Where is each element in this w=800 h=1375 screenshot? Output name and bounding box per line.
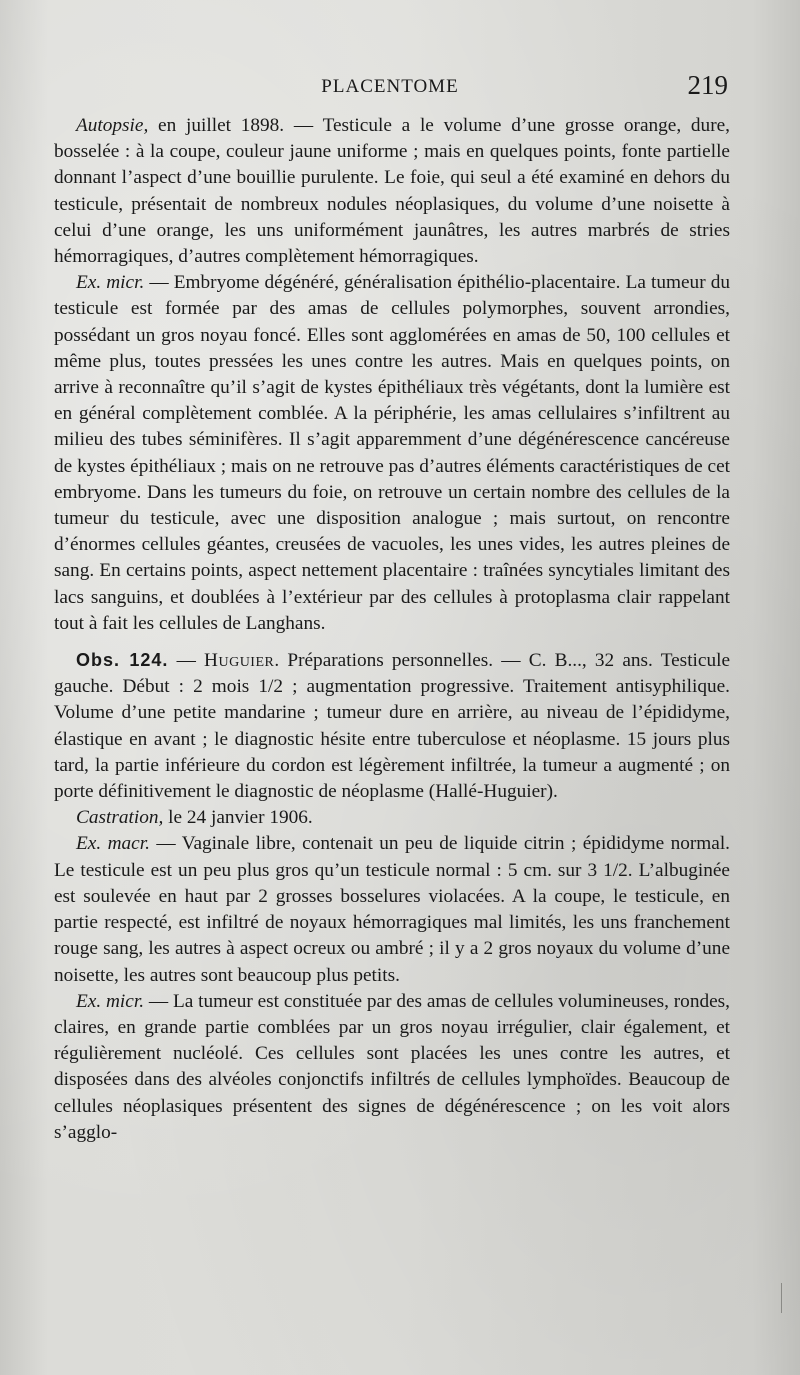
paragraph-lead: Autopsie, bbox=[76, 115, 149, 136]
paragraph-ex-micr-2 bbox=[54, 989, 730, 1146]
paragraph-lead: Ex. micr. bbox=[76, 272, 145, 294]
paragraph-lead: Ex. micr. bbox=[76, 990, 145, 1012]
paragraph-ex-micr-1 bbox=[54, 270, 730, 637]
paragraph-autopsie bbox=[54, 113, 730, 270]
paragraph-castration bbox=[54, 805, 730, 831]
page-number: 219 bbox=[687, 70, 728, 100]
paragraph-text: — Vaginale libre, contenait un peu de liquide citrin ; épididyme normal. Le testicule est un peu plus gros qu’un testicule normal : 5 cm. sur 3 1/2. L’albuginée est soulevée en haut par 2 grosses bosselures violacées. A la coupe, le testicule, en partie respecté, est infiltré de noyaux hémorragiques mal limités, les uns franchement rouge sang, les autres à aspect ocreux ou ambré ; il y a 2 gros noyaux du volume d’une noisette, les autres sont beaucoup plus petits. bbox=[54, 833, 730, 986]
paragraph-observation-124 bbox=[54, 647, 730, 805]
observation-dash: — bbox=[168, 650, 205, 672]
paragraph-ex-macr bbox=[54, 831, 730, 988]
running-head bbox=[0, 72, 800, 102]
paragraph-text: en juillet 1898. — Testicule a le volume d’une grosse orange, dure, bosselée : à la coupe, couleur jaune uniforme ; mais en quelques points, fonte partielle donnant l’aspect d’une bouillie purulente. Le foie, qui seul a été examiné en dehors du testicule, présentait de nombreux nodules néoplasiques, du volume d’une noisette à celui d’une orange, les uns uniformément jaunâtres, les autres marbrés de stries hémorragiques, d’autres complètement hémorragiques. bbox=[54, 115, 730, 268]
running-title: PLACENTOME bbox=[321, 76, 459, 97]
observation-label: Obs. 124. bbox=[76, 650, 169, 671]
paragraph-text: . Préparations personnelles. — C. B..., 32 ans. Testicule gauche. Début : 2 mois 1/2 ; augmentation progressive. Traitement antisyphilique. Volume d’une petite mandarine ; tumeur dure en arrière, au niveau de l’épididyme, élastique en avant ; le diagnostic hésite entre tuberculose et néoplasme. 15 jours plus tard, la partie inférieure du cordon est légèrement infiltrée, la tumeur a augmenté ; on porte définitivement le diagnostic de néoplasme (Hallé-Huguier). bbox=[54, 650, 731, 803]
paragraph-lead: Castration, bbox=[76, 807, 164, 829]
paragraph-lead: Ex. macr. bbox=[76, 833, 150, 855]
paragraph-text: le 24 janvier 1906. bbox=[163, 807, 313, 829]
paragraph-text: — Embryome dégénéré, généralisation épithélio-placentaire. La tumeur du testicule est formée par des amas de cellules polymorphes, souvent arrondies, possédant un gros noyau foncé. Elles sont agglomérées en amas de 50, 100 cellules et même plus, toutes pressées les unes contre les autres. Mais en quelques points, on arrive à reconnaître qu’il s’agit de kystes épithéliaux très végétants, dont la lumière est en général complètement comblée. A la périphérie, les amas cellulaires s’infiltrent au milieu des tubes séminifères. Il s’agit apparemment d’une dégénérescence cancéreuse de kystes épithéliaux ; mais on ne retrouve pas d’autres éléments caractéristiques de cet embryome. Dans les tumeurs du foie, on retrouve un certain nombre des cellules de la tumeur du testicule, avec une disposition analogue ; mais surtout, on rencontre d’énormes cellules géantes, creusées de vacuoles, les unes vides, les autres pleines de sang. En certains points, aspect nettement placentaire : traînées syncytiales limitant des lacs sanguins, et doublées à l’extérieur par des cellules à protoplasma clair rappelant tout à fait les cellules de Langhans. bbox=[54, 272, 730, 634]
page-edge-mark bbox=[781, 1283, 782, 1313]
paragraph-text: — La tumeur est constituée par des amas de cellules volumineuses, rondes, claires, en grande partie comblées par un gros noyau irrégulier, clair également, et régulièrement nucléolé. Ces cellules sont placées les unes contre les autres, et disposées dans des alvéoles conjonctifs infiltrés de cellules lymphoïdes. Beaucoup de cellules néoplasiques présentent des signes de dégénérescence ; on les voit alors s’agglo- bbox=[54, 990, 730, 1143]
observation-author: Huguier bbox=[204, 650, 275, 672]
body-text bbox=[54, 113, 730, 1146]
